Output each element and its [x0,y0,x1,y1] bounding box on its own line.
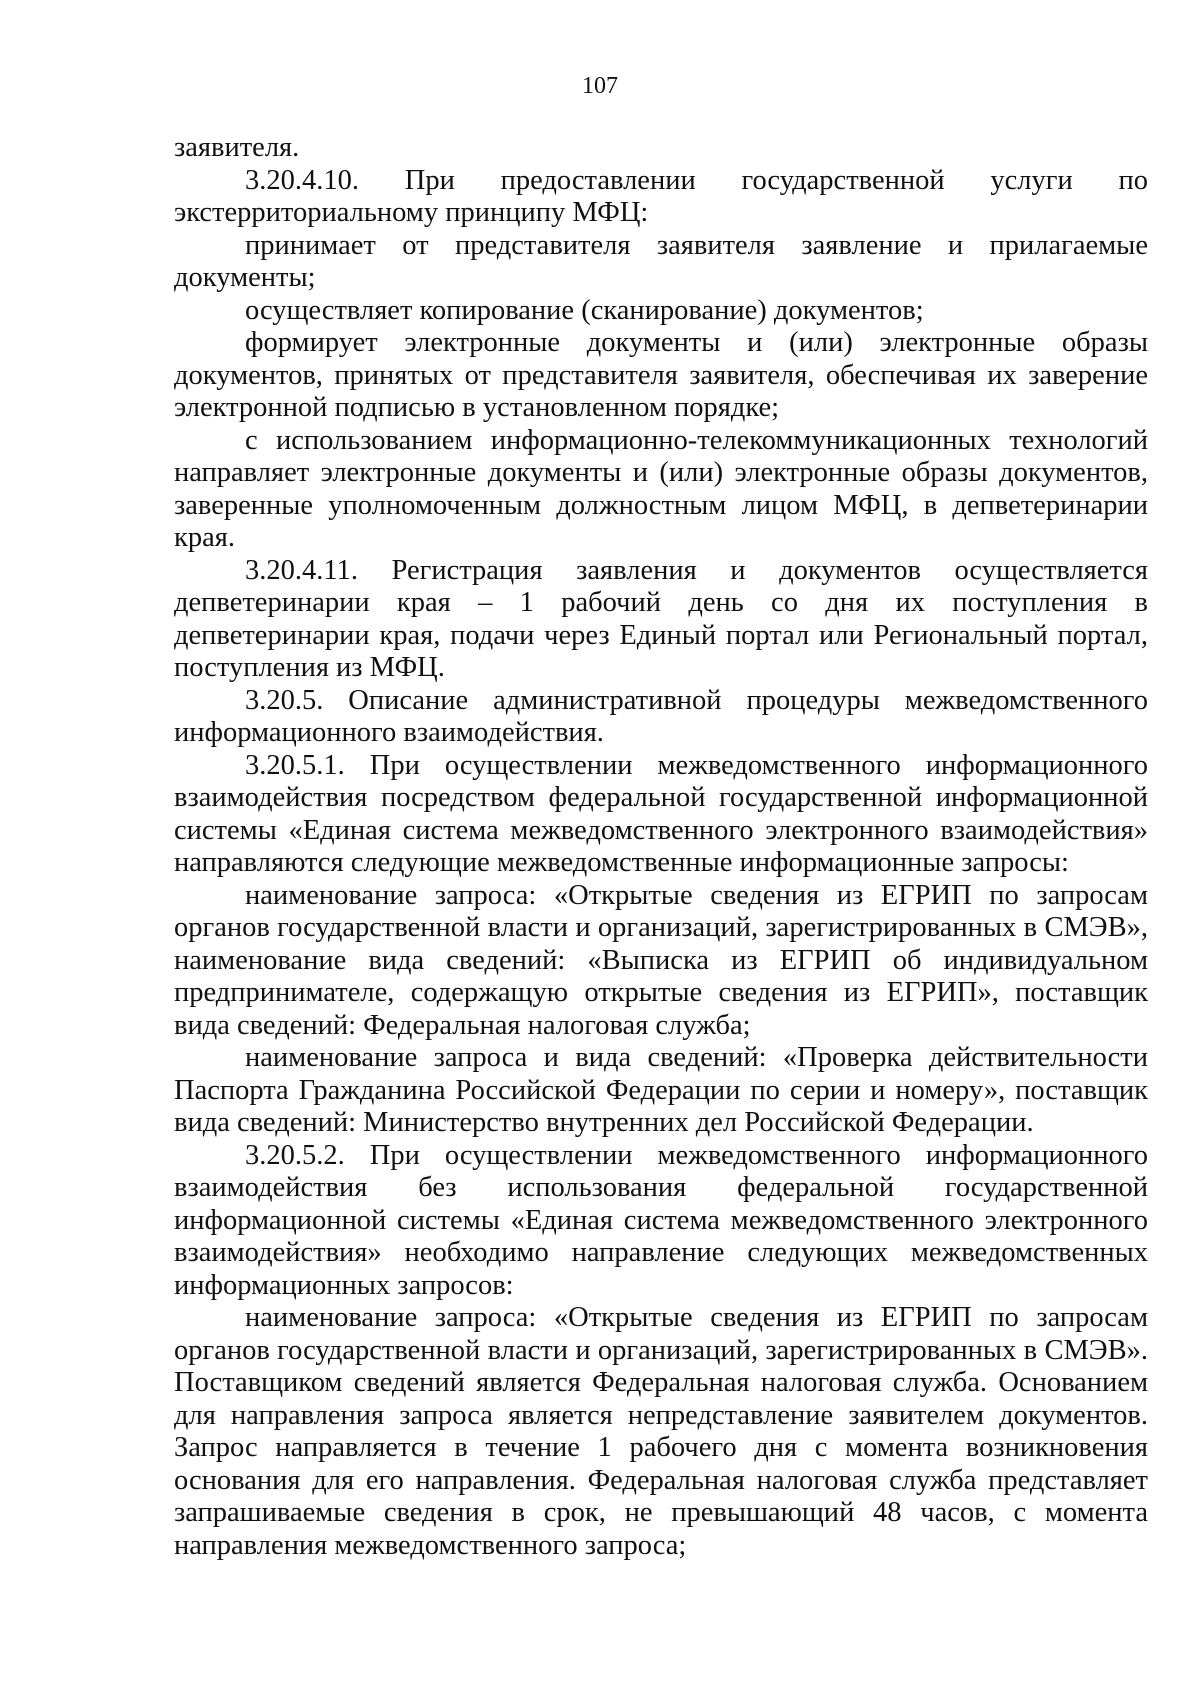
list-item-egrip-request: наименование запроса: «Открытые сведения из ЕГРИП по запросам органов государственной власти и организаций, зарегистрированных в СМЭВ», наименование вида сведений: «Выписка из ЕГРИП об индивидуальном предпринимателе, содержащую открытые сведения из ЕГРИП», поставщик вида сведений: Федеральная налоговая служба; [174,879,1148,1041]
list-item-egrip-request-no-smev: наименование запроса: «Открытые сведения из ЕГРИП по запросам органов государственной власти и организаций, зарегистрированных в СМЭВ». Поставщиком сведений является Федеральная налоговая служба. Основанием для направления запроса является непредставление заявителем документов. Запрос направляется в течение 1 рабочего дня с момента возникновения основания для его направления. Федеральная налоговая служба представляет запрашиваемые сведения в срок, не превышающий 48 часов, с момента направления межведомственного запроса; [174,1302,1148,1561]
paragraph-3-20-5-2: 3.20.5.2. При осуществлении межведомственного информационного взаимодействия без использования федеральной государственной информационной системы «Единая система межведомственного электронного взаимодействия» необходимо направление следующих межведомственных информационных запросов: [174,1139,1148,1301]
paragraph-3-20-4-11: 3.20.4.11. Регистрация заявления и документов осуществляется депветеринарии края – 1 рабочий день со дня их поступления в депветеринарии края, подачи через Единый портал или Региональный портал, поступления из МФЦ. [174,554,1148,683]
paragraph-3-20-5-1: 3.20.5.1. При осуществлении межведомственного информационного взаимодействия посредством федеральной государственной информационной системы «Единая система межведомственного электронного взаимодействия» направляются следующие межведомственные информационные запросы: [174,749,1148,878]
list-item-copies-documents: осуществляет копирование (сканирование) документов; [245,294,924,326]
list-item-passport-check-request: наименование запроса и вида сведений: «Проверка действительности Паспорта Гражданина Российской Федерации по серии и номеру», поставщик вида сведений: Министерство внутренних дел Российской Федерации. [174,1042,1148,1138]
page-number: 107 [582,73,618,99]
list-item-forms-electronic-documents: формирует электронные документы и (или) электронные образы документов, принятых от представителя заявителя, обеспечивая их заверение электронной подписью в установленном порядке; [174,327,1148,423]
document-body [174,132,1148,1562]
paragraph-3-20-5: 3.20.5. Описание административной процедуры межведомственного информационного взаимодействия. [174,684,1148,748]
list-item-accepts-application: принимает от представителя заявителя заявление и прилагаемые документы; [174,229,1148,293]
list-item-sends-documents: с использованием информационно-телекоммуникационных технологий направляет электронные документы и (или) электронные образы документов, заверенные уполномоченным должностным лицом МФЦ, в депветеринарии края. [174,424,1148,553]
paragraph-continuation: заявителя. [174,132,300,163]
paragraph-3-20-4-10: 3.20.4.10. При предоставлении государственной услуги по экстерриториальному принципу МФЦ: [174,164,1148,228]
